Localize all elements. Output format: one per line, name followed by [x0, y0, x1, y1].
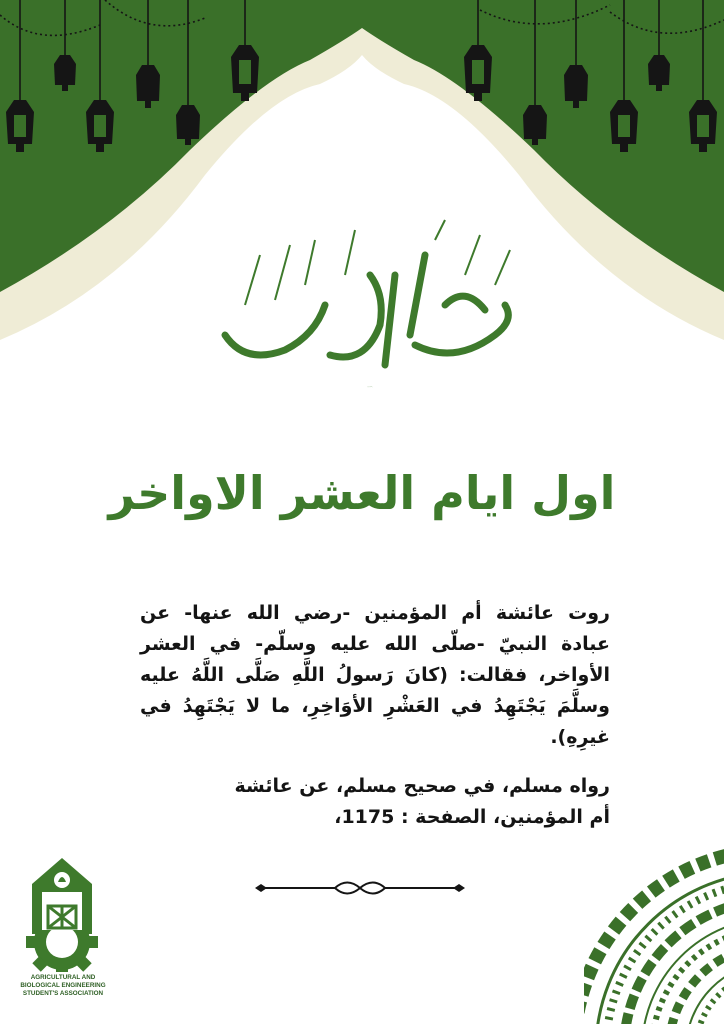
svg-text:رمضان كريم: رمضان كريم: [367, 387, 373, 388]
lantern-icon: [564, 65, 588, 108]
org-line-2: BIOLOGICAL ENGINEERING: [20, 982, 106, 989]
lantern-icon: [523, 105, 547, 145]
ornamental-divider: [255, 875, 465, 901]
lantern-icon: [54, 55, 76, 91]
org-line-1: AGRICULTURAL AND: [30, 974, 96, 981]
lantern-icon: [648, 55, 670, 91]
ramadan-kareem-calligraphy: [205, 215, 535, 395]
lantern-icon: [136, 65, 160, 108]
lantern-icon: [176, 105, 200, 145]
organization-name: [8, 974, 118, 998]
page-title: اول ايام العشر الاواخر: [108, 466, 616, 520]
hadith-source: رواه مسلم، في صحيح مسلم، عن عائشة أم المؤمنين، الصفحة : 1175،: [234, 775, 610, 828]
org-line-3: STUDENT'S ASSOCIATION: [22, 990, 104, 997]
mandala-ornament: [584, 800, 724, 1024]
hadith-text: روت عائشة أم المؤمنين -رضي الله عنها- عن عبادة النبيّ -صلّى الله عليه وسلّم- في العشر الأواخر، فقالت: (كانَ رَسولُ اللَّهِ صَلَّى اللَّهُ عليه وسلَّمَ يَجْتَهِدُ في العَشْرِ الأوَاخِرِ، ما لا يَجْتَهِدُ في غيرِهِ).: [140, 602, 610, 748]
association-logo: [14, 856, 110, 972]
